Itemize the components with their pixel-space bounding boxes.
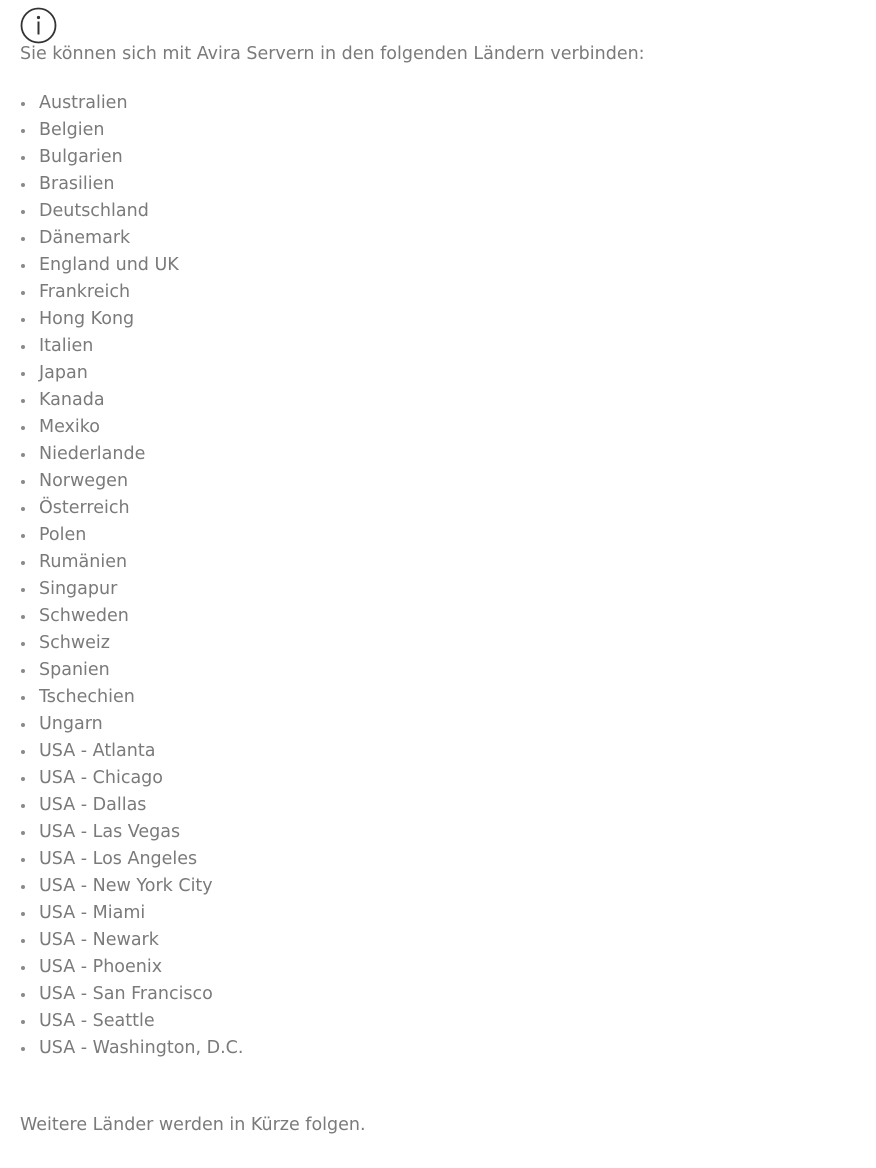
bullet-icon [21,291,25,295]
list-item [20,306,243,333]
bullet-icon [21,183,25,187]
bullet-icon [21,858,25,862]
country-name: Tschechien [39,687,135,707]
country-name: USA - Miami [39,903,146,923]
bullet-icon [21,480,25,484]
country-name: USA - Newark [39,930,159,950]
bullet-icon [21,588,25,592]
list-item [20,711,243,738]
list-item [20,333,243,360]
list-item [20,144,243,171]
list-item [20,1008,243,1035]
bullet-icon [21,1020,25,1024]
country-name: USA - Chicago [39,768,163,788]
list-item [20,117,243,144]
country-name: Brasilien [39,174,115,194]
bullet-icon [21,507,25,511]
bullet-icon [21,426,25,430]
country-name: Spanien [39,660,110,680]
list-item [20,198,243,225]
list-item [20,225,243,252]
bullet-icon [21,939,25,943]
bullet-icon [21,534,25,538]
footer-note: Weitere Länder werden in Kürze folgen. [20,1115,366,1135]
bullet-icon [21,1047,25,1051]
list-item [20,684,243,711]
list-item [20,576,243,603]
country-name: Schweiz [39,633,110,653]
bullet-icon [21,669,25,673]
list-item [20,252,243,279]
country-name: Belgien [39,120,105,140]
country-name: Österreich [39,498,130,518]
bullet-icon [21,912,25,916]
list-item [20,414,243,441]
bullet-icon [21,318,25,322]
bullet-icon [21,264,25,268]
country-name: Hong Kong [39,309,135,329]
list-item [20,927,243,954]
list-item [20,1035,243,1062]
country-name: Kanada [39,390,105,410]
bullet-icon [21,642,25,646]
country-name: USA - Atlanta [39,741,156,761]
bullet-icon [21,237,25,241]
country-name: Bulgarien [39,147,123,167]
bullet-icon [21,156,25,160]
country-name: Australien [39,93,128,113]
country-name: USA - Las Vegas [39,822,181,842]
bullet-icon [21,399,25,403]
country-name: Singapur [39,579,118,599]
country-name: Niederlande [39,444,146,464]
country-name: USA - San Francisco [39,984,213,1004]
list-item [20,792,243,819]
list-item [20,387,243,414]
country-list [20,90,243,1062]
list-item [20,873,243,900]
country-name: Deutschland [39,201,149,221]
list-item [20,171,243,198]
country-name: USA - Phoenix [39,957,163,977]
bullet-icon [21,885,25,889]
list-item [20,954,243,981]
country-name: Norwegen [39,471,129,491]
country-name: Schweden [39,606,129,626]
bullet-icon [21,831,25,835]
country-name: USA - Seattle [39,1011,155,1031]
country-name: USA - Washington, D.C. [39,1038,244,1058]
bullet-icon [21,696,25,700]
list-item [20,846,243,873]
bullet-icon [21,210,25,214]
list-item [20,630,243,657]
list-item [20,549,243,576]
bullet-icon [21,561,25,565]
bullet-icon [21,777,25,781]
bullet-icon [21,993,25,997]
list-item [20,981,243,1008]
list-item [20,495,243,522]
list-item [20,603,243,630]
bullet-icon [21,129,25,133]
intro-text: Sie können sich mit Avira Servern in den folgenden Ländern verbinden: [20,44,645,64]
country-name: Italien [39,336,94,356]
country-name: USA - New York City [39,876,213,896]
list-item [20,279,243,306]
country-name: USA - Dallas [39,795,147,815]
bullet-icon [21,102,25,106]
country-name: USA - Los Angeles [39,849,198,869]
list-item [20,657,243,684]
list-item [20,765,243,792]
country-name: Dänemark [39,228,131,248]
country-name: Polen [39,525,87,545]
bullet-icon [21,723,25,727]
list-item [20,900,243,927]
country-name: Frankreich [39,282,131,302]
list-item [20,441,243,468]
bullet-icon [21,966,25,970]
bullet-icon [21,453,25,457]
bullet-icon [21,750,25,754]
list-item [20,90,243,117]
country-name: Japan [39,363,88,383]
list-item [20,522,243,549]
list-item [20,738,243,765]
list-item [20,360,243,387]
bullet-icon [21,345,25,349]
bullet-icon [21,615,25,619]
info-circle-icon [20,7,57,44]
bullet-icon [21,372,25,376]
list-item [20,468,243,495]
country-name: Ungarn [39,714,103,734]
country-name: England und UK [39,255,179,275]
bullet-icon [21,804,25,808]
list-item [20,819,243,846]
country-name: Rumänien [39,552,128,572]
country-name: Mexiko [39,417,100,437]
